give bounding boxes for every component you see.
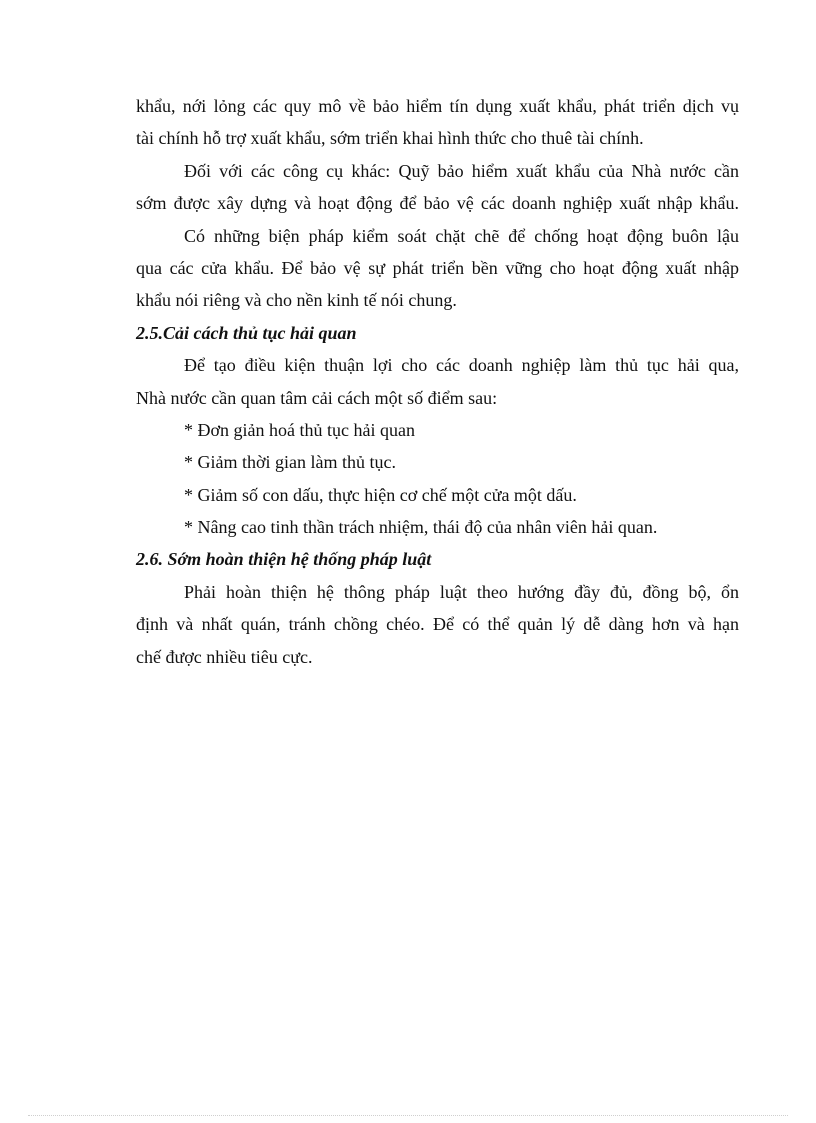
section-heading-2-5: 2.5.Cải cách thủ tục hải quan — [136, 322, 357, 343]
list-item: * Giảm số con dấu, thực hiện cơ chế một cửa một dấu. — [184, 484, 577, 505]
paragraph-line: Có những biện pháp kiểm soát chặt chẽ để chống hoạt động buôn lậu — [184, 225, 739, 246]
list-item: * Giảm thời gian làm thủ tục. — [184, 452, 396, 473]
section-heading-2-6: 2.6. Sớm hoàn thiện hệ thống pháp luật — [136, 549, 432, 570]
list-item: * Nâng cao tinh thần trách nhiệm, thái độ của nhân viên hải quan. — [184, 517, 658, 538]
paragraph-line: khẩu, nới lỏng các quy mô về bảo hiểm tín dụng xuất khẩu, phát triển dịch vụ — [136, 96, 739, 116]
paragraph-line: Nhà nước cần quan tâm cải cách một số điểm sau: — [136, 387, 498, 408]
paragraph-line: sớm được xây dựng và hoạt động để bảo vệ các doanh nghiệp xuất nhập khẩu. — [136, 193, 739, 214]
paragraph-line: Để tạo điều kiện thuận lợi cho các doanh nghiệp làm thủ tục hải qua, — [184, 355, 739, 376]
document-body — [136, 90, 739, 673]
list-item: * Đơn giản hoá thủ tục hải quan — [184, 419, 415, 440]
paragraph-line: qua các cửa khẩu. Để bảo vệ sự phát triển bền vững cho hoạt động xuất nhập — [136, 257, 739, 278]
paragraph-line: tài chính hỗ trợ xuất khẩu, sớm triển khai hình thức cho thuê tài chính. — [136, 128, 644, 149]
paragraph-line: Đối với các công cụ khác: Quỹ bảo hiểm xuất khẩu của Nhà nước cần — [184, 160, 739, 181]
paragraph-line: Phải hoàn thiện hệ thông pháp luật theo hướng đầy đủ, đồng bộ, ổn — [184, 581, 739, 602]
paragraph-line: chế được nhiều tiêu cực. — [136, 646, 313, 667]
footer-divider — [28, 1115, 788, 1116]
paragraph-line: khẩu nói riêng và cho nền kinh tế nói chung. — [136, 290, 457, 311]
paragraph-line: định và nhất quán, tránh chồng chéo. Để có thể quản lý dễ dàng hơn và hạn — [136, 614, 739, 635]
